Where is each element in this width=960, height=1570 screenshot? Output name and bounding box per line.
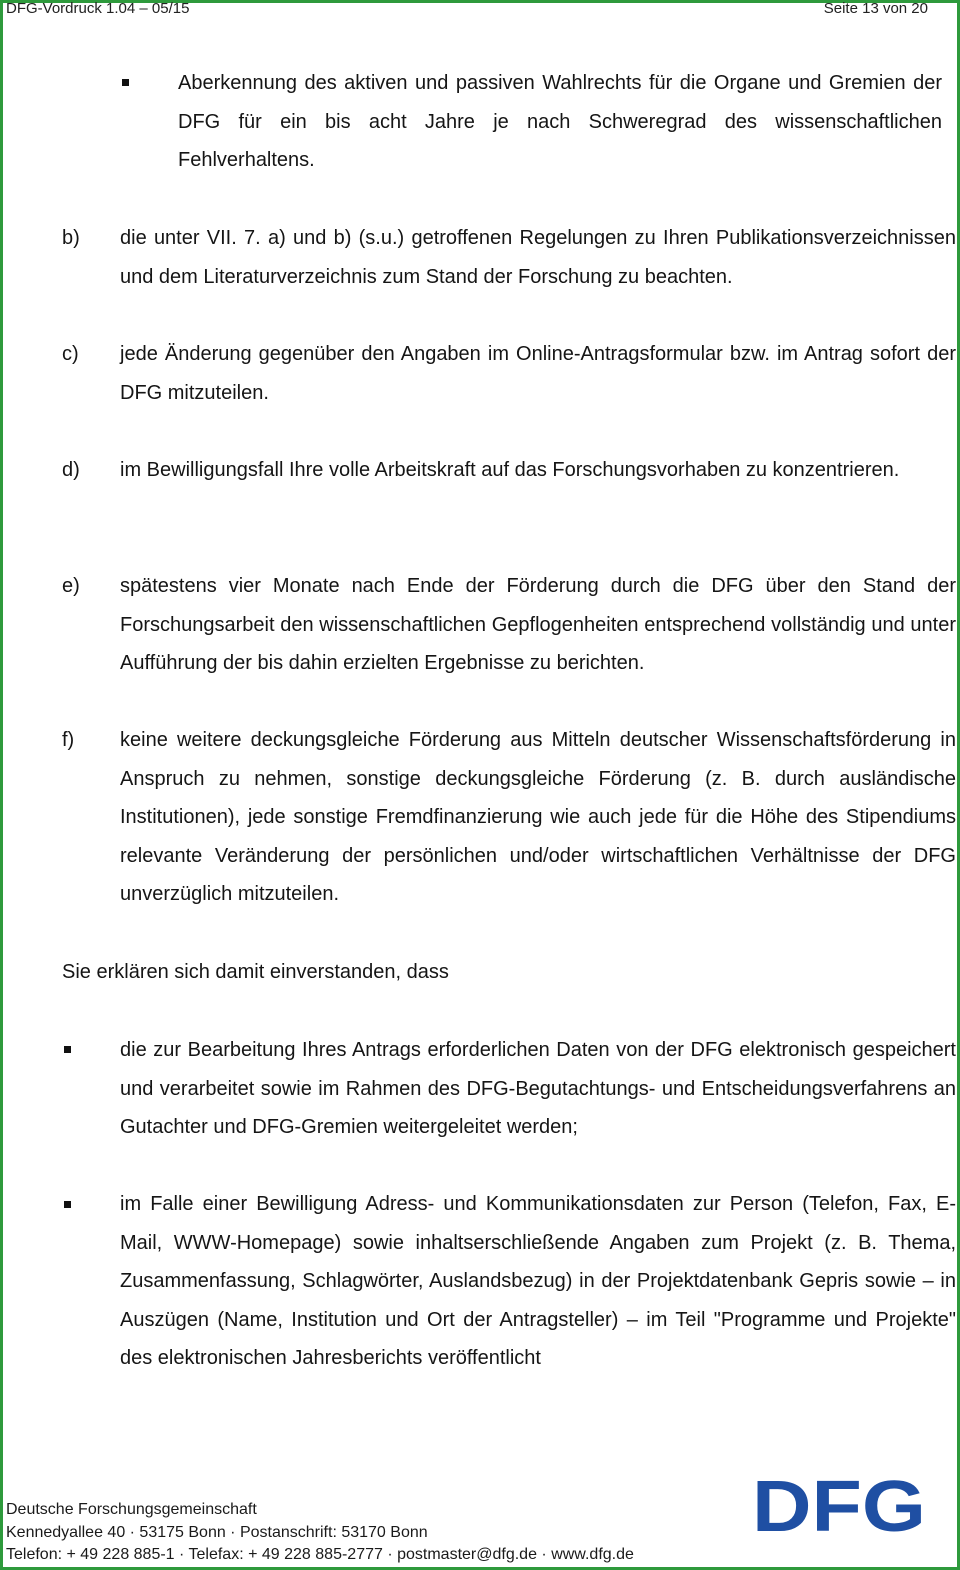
dfg-logo: [752, 1476, 928, 1534]
consent-intro: Sie erklären sich damit einverstanden, dass: [62, 961, 449, 983]
item-text-d: im Bewilligungsfall Ihre volle Arbeitskraft auf das Forschungsvorhaben zu konzentrieren.: [120, 459, 900, 481]
footer-contact: Telefon: + 49 228 885-1 · Telefax: + 49 228 885-2777 · postmaster@dfg.de · www.dfg.de: [6, 1546, 634, 1563]
page-number: Seite 13 von 20: [823, 0, 928, 17]
item-label-d: d): [62, 459, 80, 481]
consent-bullet-2: im Falle einer Bewilligung Adress- und Kommunikationsdaten zur Person (Telefon, Fax, E-Mail, WWW-Homepage) sowie inhaltserschließende Angaben zum Projekt (z. B. Thema, Zusammenfassung, Schlagwörter, Auslandsbezug) in der Projektdatenbank Gepris sowie – in Auszügen (Name, Institution und Ort der Antragsteller) – im Teil "Programme und Projekte" des elektronischen Jahresberichts veröffentlicht: [120, 1193, 956, 1369]
item-label-e: e): [62, 575, 80, 597]
item-text-e: spätestens vier Monate nach Ende der Förderung durch die DFG über den Stand der Forschungsarbeit den wissenschaftlichen Gepflogenheiten entsprechend vollständig und unter Aufführung der bis dahin erzielten Ergebnisse zu berichten.: [120, 575, 956, 674]
item-label-f: f): [62, 729, 75, 751]
dfg-logo-text: DFG: [752, 1476, 926, 1534]
bullet-marker: [64, 1046, 71, 1053]
item-text-c: jede Änderung gegenüber den Angaben im Online-Antragsformular bzw. im Antrag sofort der DFG mitzuteilen.: [120, 343, 956, 404]
footer-address: Kennedyallee 40 · 53175 Bonn · Postanschrift: 53170 Bonn: [6, 1524, 428, 1541]
top-bullet-text: Aberkennung des aktiven und passiven Wahlrechts für die Organe und Gremien der DFG für ein bis acht Jahre je nach Schweregrad des wissenschaftlichen Fehlverhaltens.: [178, 72, 942, 171]
item-text-b: die unter VII. 7. a) und b) (s.u.) getroffenen Regelungen zu Ihren Publikationsverzeichnissen und dem Literaturverzeichnis zum Stand der Forschung zu beachten.: [120, 227, 956, 288]
item-label-c: c): [62, 343, 79, 365]
form-version: DFG-Vordruck 1.04 – 05/15: [6, 0, 190, 17]
item-label-b: b): [62, 227, 80, 249]
bullet-marker: [64, 1201, 71, 1208]
footer-organisation: Deutsche Forschungsgemeinschaft: [6, 1501, 257, 1518]
bullet-marker: [122, 79, 129, 86]
consent-bullet-1: die zur Bearbeitung Ihres Antrags erforderlichen Daten von der DFG elektronisch gespeichert und verarbeitet sowie im Rahmen des DFG-Begutachtungs- und Entscheidungsverfahrens an Gutachter und DFG-Gremien weitergeleitet werden;: [120, 1039, 956, 1138]
item-text-f: keine weitere deckungsgleiche Förderung aus Mitteln deutscher Wissenschaftsförderung in Anspruch zu nehmen, sonstige deckungsgleiche Förderung (z. B. durch ausländische Institutionen), jede sonstige Fremdfinanzierung wie auch jede für die Höhe des Stipendiums relevante Veränderung der persönlichen und/oder wirtschaftlichen Verhältnisse der DFG unverzüglich mitzuteilen.: [120, 729, 956, 905]
